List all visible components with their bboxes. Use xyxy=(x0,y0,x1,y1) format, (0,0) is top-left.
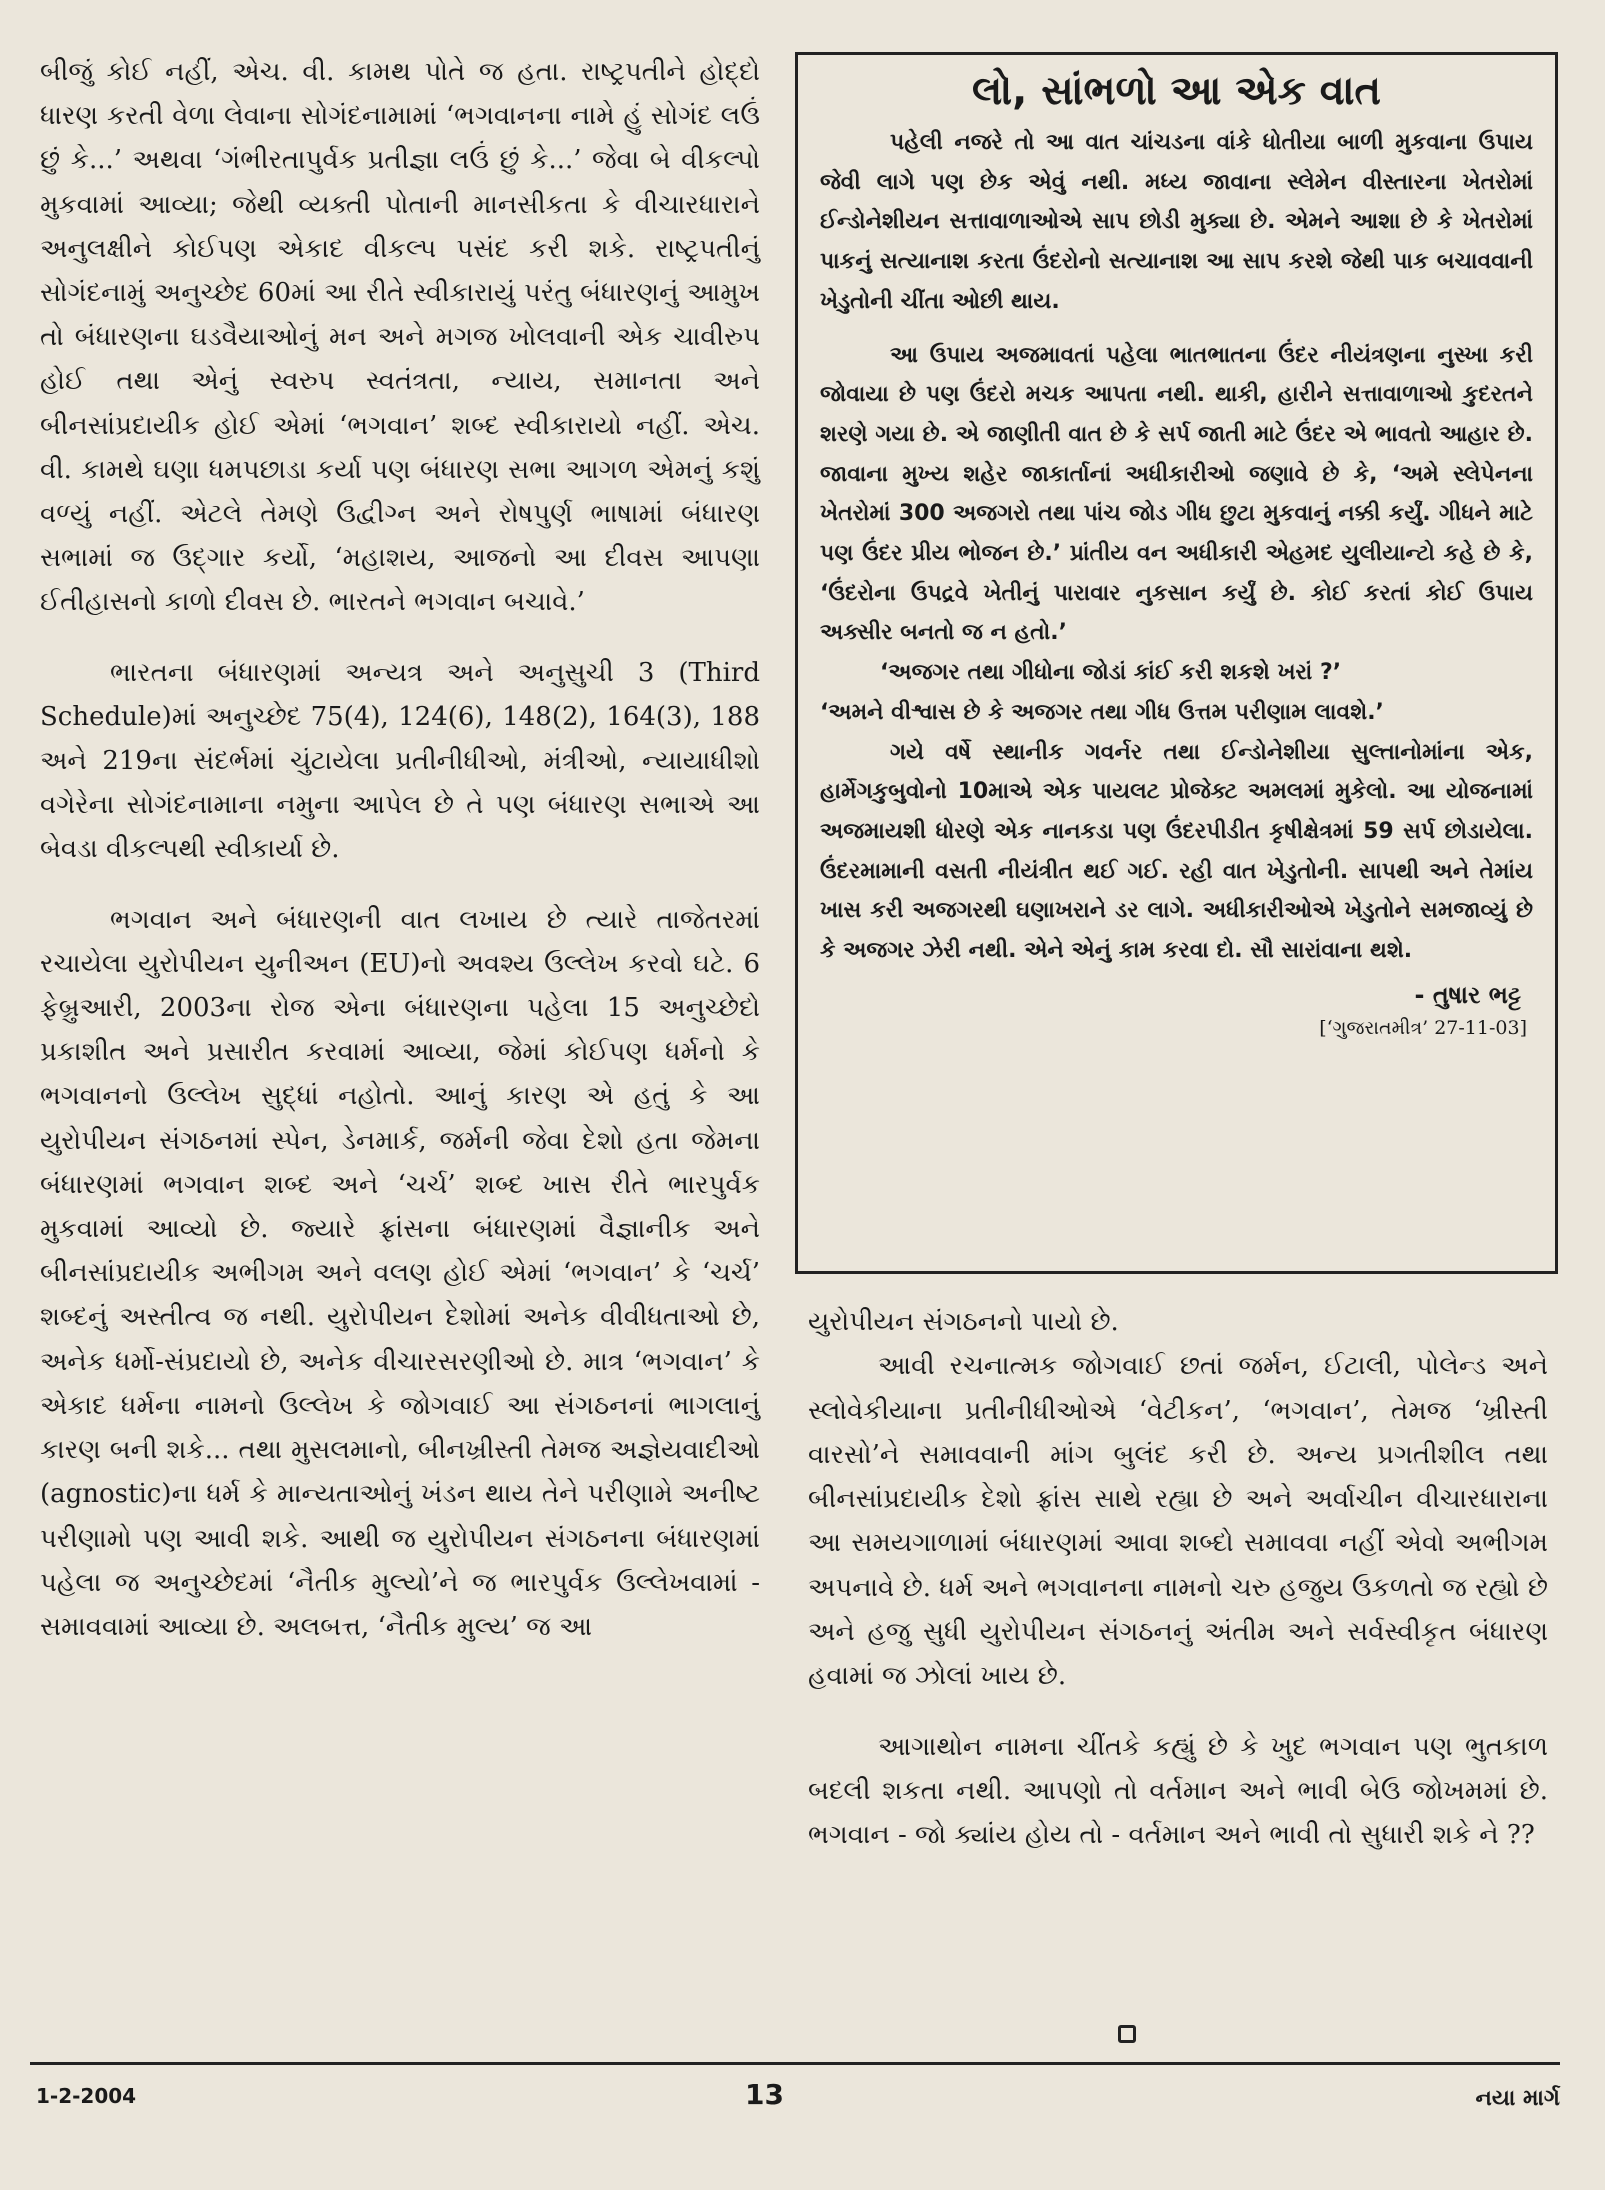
left-paragraph-2: ભારતના બંધારણમાં અન્યત્ર અને અનુસુચી 3 (Third Schedule)માં અનુચ્છેદ 75(4), 124(6), 148(2), 164(3), 188 અને 219ના સંદર્ભમાં ચુંટાયેલા પ્રતીનીધીઓ, મંત્રીઓ, ન્યાયાધીશો વગેરેના સોગંદનામાના નમુના આપેલ છે તે પણ બંધારણ સભાએ આ બેવડા વીકલ્પથી સ્વીકાર્યા છે. xyxy=(40,657,760,865)
box-paragraph-2: આ ઉપાય અજમાવતાં પહેલા ભાતભાતના ઉંદર નીયંત્રણના નુસ્ખા કરી જોવાયા છે પણ ઉંદરો મચક આપતા નથી. થાકી, હારીને સત્તાવાળાઓ કુદરતને શરણે ગયા છે. એ જાણીતી વાત છે કે સર્પ જાતી માટે ઉંદર એ ભાવતો આહાર છે. જાવાના મુખ્ય શહેર જાકાર્તાનાં અધીકારીઓ જણાવે છે કે, ‘અમે સ્લેપેનના ખેતરોમાં 300 અજગરો તથા પાંચ જોડ ગીધ છુટા મુકવાનું નક્કી કર્યું. ગીધને માટે પણ ઉંદર પ્રીય ભોજન છે.’ પ્રાંતીય વન અધીકારી એહમદ યુલીયાન્ટો કહે છે કે, ‘ઉંદરોના ઉપદ્રવે ખેતીનું પારાવાર નુકસાન કર્યું છે. કોઈ કરતાં કોઈ ઉપાય અક્સીર બનતો જ ન હતો.’ xyxy=(820,342,1533,646)
box-paragraph-3: ગયે વર્ષે સ્થાનીક ગવર્નર તથા ઈન્ડોનેશીયા સુલ્તાનોમાંના એક, હાર્મેગકુબુવોનો 10માએ એક પાયલટ પ્રોજેક્ટ અમલમાં મુકેલો. આ યોજનામાં અજમાયશી ધોરણે એક નાનકડા પણ ઉંદરપીડીત કૃષીક્ષેત્રમાં 59 સર્પ છોડાયેલા. ઉંદરમામાની વસતી નીયંત્રીત થઈ ગઈ. રહી વાત ખેડુતોની. સાપથી અને તેમાંય ખાસ કરી અજગરથી ઘણાખરાને ડર લાગે. અધીકારીઓએ ખેડુતોને સમજાવ્યું છે કે અજગર ઝેરી નથી. એને એનું કામ કરવા દો. સૌ સારાંવાના થશે. xyxy=(820,739,1533,964)
sidebar-box xyxy=(795,52,1558,1274)
box-quote-1: ‘અજગર તથા ગીધોના જોડાં કાંઈ કરી શકશે ખરાં ?’ xyxy=(880,660,1342,686)
page-number: 13 xyxy=(745,2078,784,2111)
sidebar-box-body xyxy=(820,123,1533,971)
sidebar-box-title: લો, સાંભળો આ એક વાત xyxy=(971,68,1382,114)
left-paragraph-3: ભગવાન અને બંધારણની વાત લખાય છે ત્યારે તાજેતરમાં રચાયેલા યુરોપીયન યુનીઅન (EU)નો અવશ્ય ઉલ્લેખ કરવો ઘટે. 6 ફેબ્રુઆરી, 2003ના રોજ એના બંધારણના પહેલા 15 અનુચ્છેદો પ્રકાશીત અને પ્રસારીત કરવામાં આવ્યા, જેમાં કોઈપણ ધર્મનો કે ભગવાનનો ઉલ્લેખ સુદ્ધાં નહોતો. આનું કારણ એ હતું કે આ યુરોપીયન સંગઠનમાં સ્પેન, ડેનમાર્ક, જર્મની જેવા દેશો હતા જેમના બંધારણમાં ભગવાન શબ્દ અને ‘ચર્ચ’ શબ્દ ખાસ રીતે ભારપુર્વક મુકવામાં આવ્યો છે. જ્યારે ફ્રાંસના બંધારણમાં વૈજ્ઞાનીક અને બીનસાંપ્રદાયીક અભીગમ અને વલણ હોઈ એમાં ‘ભગવાન’ કે ‘ચર્ચ’ શબ્દનું અસ્તીત્વ જ નથી. યુરોપીયન દેશોમાં અનેક વીવીધતાઓ છે, અનેક ધર્મો-સંપ્રદાયો છે, અનેક વીચારસરણીઓ છે. માત્ર ‘ભગવાન’ કે એકાદ ધર્મના નામનો ઉલ્લેખ કે જોગવાઈ આ સંગઠનનાં ભાગલાનું કારણ બની શકે... તથા મુસલમાનો, બીનખ્રીસ્તી તેમજ અજ્ઞેયવાદીઓ (agnostic)ના ધર્મ કે માન્યતાઓનું ખંડન થાય તેને પરીણામે અનીષ્ટ પરીણામો પણ આવી શકે. આથી જ યુરોપીયન સંગઠનના બંધારણમાં પહેલા જ અનુચ્છેદમાં ‘નૈતીક મુલ્યો’ને જ ભારપુર્વક ઉલ્લેખવામાં - સમાવવામાં આવ્યા છે. અલબત્ત, ‘નૈતીક મુલ્ય’ જ આ xyxy=(40,904,760,1642)
end-of-article-square-icon xyxy=(1118,2025,1136,2043)
box-quote-2: ‘અમને વીશ્વાસ છે કે અજગર તથા ગીધ ઉત્તમ પરીણામ લાવશે.’ xyxy=(820,699,1384,725)
box-paragraph-1: પહેલી નજરે તો આ વાત ચાંચડના વાંકે ધોતીયા બાળી મુકવાના ઉપાય જેવી લાગે પણ છેક એવું નથી. મધ્ય જાવાના સ્લેમેન વીસ્તારના ખેતરોમાં ઈન્ડોનેશીયન સત્તાવાળાઓએ સાપ છોડી મુક્યા છે. એમને આશા છે કે ખેતરોમાં પાકનું સત્યાનાશ કરતા ઉંદરોનો સત્યાનાશ આ સાપ કરશે જેથી પાક બચાવવાની ખેડુતોની ચીંતા ઓછી થાય. xyxy=(820,130,1533,314)
footer-date: 1-2-2004 xyxy=(36,2084,137,2108)
footer-divider xyxy=(30,2062,1560,2065)
box-source: [‘ગુજરાતમીત્ર’ 27-11-03] xyxy=(1319,1016,1527,1039)
right-column xyxy=(808,1300,1548,1858)
right-paragraph-3: આગાથોન નામના ચીંતકે કહ્યું છે કે ખુદ ભગવાન પણ ભુતકાળ બદલી શકતા નથી. આપણો તો વર્તમાન અને ભાવી બેઉ જોખમમાં છે. ભગવાન - જો ક્યાંય હોય તો - વર્તમાન અને ભાવી તો સુધારી શકે ને ?? xyxy=(808,1731,1548,1851)
left-paragraph-1: બીજું કોઈ નહીં, એચ. વી. કામથ પોતે જ હતા. રાષ્ટ્રપતીને હોદ્દો ધારણ કરતી વેળા લેવાના સોગંદનામામાં ‘ભગવાનના નામે હું સોગંદ લઉં છું કે...’ અથવા ‘ગંભીરતાપુર્વક પ્રતીજ્ઞા લઉં છું કે...’ જેવા બે વીકલ્પો મુકવામાં આવ્યા; જેથી વ્યક્તી પોતાની માનસીકતા કે વીચારધારાને અનુલક્ષીને કોઈપણ એકાદ વીકલ્પ પસંદ કરી શકે. રાષ્ટ્રપતીનું સોગંદનામું અનુચ્છેદ 60માં આ રીતે સ્વીકારાયું પરંતુ બંધારણનું આમુખ તો બંધારણના ઘડવૈયાઓનું મન અને મગજ ખોલવાની એક ચાવીરુપ હોઈ તથા એનું સ્વરુપ સ્વતંત્રતા, ન્યાય, સમાનતા અને બીનસાંપ્રદાયીક હોઈ એમાં ‘ભગવાન’ શબ્દ સ્વીકારાયો નહીં. એચ. વી. કામથે ઘણા ધમપછાડા કર્યા પણ બંધારણ સભા આગળ એમનું કશું વળ્યું નહીં. એટલે તેમણે ઉદ્વીગ્ન અને રોષપુર્ણ ભાષામાં બંધારણ સભામાં જ ઉદ્ગાર કર્યો, ‘મહાશય, આજનો આ દીવસ આપણા ઈતીહાસનો કાળો દીવસ છે. ભારતને ભગવાન બચાવે.’ xyxy=(40,57,760,618)
magazine-name: નયા માર્ગ xyxy=(1475,2086,1560,2111)
left-column xyxy=(40,50,760,1649)
right-paragraph-2: આવી રચનાત્મક જોગવાઈ છતાં જર્મન, ઈટાલી, પોલેન્ડ અને સ્લોવેકીયાના પ્રતીનીધીઓએ ‘વેટીકન’, ‘ભગવાન’, તેમજ ‘ખ્રીસ્તી વારસો’ને સમાવવાની માંગ બુલંદ કરી છે. અન્ય પ્રગતીશીલ તથા બીનસાંપ્રદાયીક દેશો ફ્રાંસ સાથે રહ્યા છે અને અર્વાચીન વીચારધારાના આ સમયગાળામાં બંધારણમાં આવા શબ્દો સમાવવા નહીં એવો અભીગમ અપનાવે છે. ધર્મ અને ભગવાનના નામનો ચરુ હજુય ઉકળતો જ રહ્યો છે અને હજુ સુધી યુરોપીયન સંગઠનનું અંતીમ અને સર્વસ્વીકૃત બંધારણ હવામાં જ ઝોલાં ખાય છે. xyxy=(808,1351,1548,1692)
right-paragraph-1: યુરોપીયન સંગઠનનો પાયો છે. xyxy=(808,1307,1119,1337)
box-signature: - તુષાર ભટ્ટ xyxy=(1414,980,1521,1009)
